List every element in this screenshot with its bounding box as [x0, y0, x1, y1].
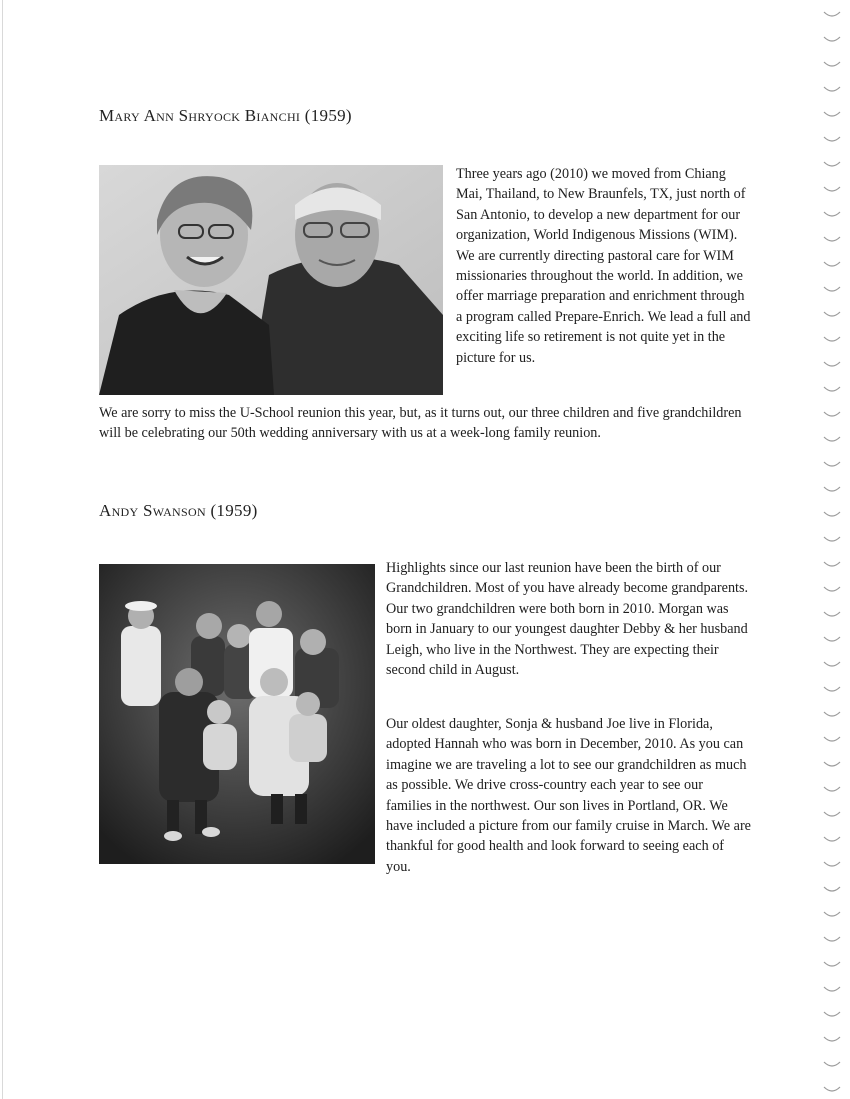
swanson-paragraph-1: Highlights since our last reunion have been the birth of our Grandchildren. Most of you have already become grandparents. Our two grandchildren were both born in 2010. Morgan was born in January to our youngest daughter Debby & her husband Leigh, who live in the Northwest. They are expecting their second child in August. [386, 560, 749, 679]
section-heading-bianchi: Mary Ann Shryock Bianchi (1959) [99, 106, 352, 125]
family-photo [99, 564, 375, 864]
couple-photo [99, 165, 443, 395]
section-heading-swanson: Andy Swanson (1959) [99, 501, 258, 520]
swanson-paragraph-2: Our oldest daughter, Sonja & husband Joe live in Florida, adopted Hannah who was born in December, 2010. As you can imagine we are traveling a lot to see our grandchildren as much as possible. We drive cross-country each year to see our families in the northwest. Our son lives in Portland, OR. We have included a picture from our family cruise in March. We are thankful for good health and look forward to seeing each of you. [386, 716, 751, 875]
scan-edge-line [2, 0, 3, 1099]
binding-marks [820, 0, 842, 1099]
bianchi-full-paragraph: We are sorry to miss the U-School reunion this year, but, as it turns out, our three children and five grandchildren will be celebrating our 50th wedding anniversary with us at a week-long family reunion. [99, 405, 742, 442]
bianchi-side-paragraph: Three years ago (2010) we moved from Chiang Mai, Thailand, to New Braunfels, TX, just north of San Antonio, to develop a new department for our organization, World Indigenous Missions (WIM). We are currently directing pastoral care for WIM missionaries throughout the world. In addition, we offer marriage preparation and enrichment through a program called Prepare-Enrich. We lead a full and exciting life so retirement is not quite yet in the picture for us. [456, 166, 751, 366]
